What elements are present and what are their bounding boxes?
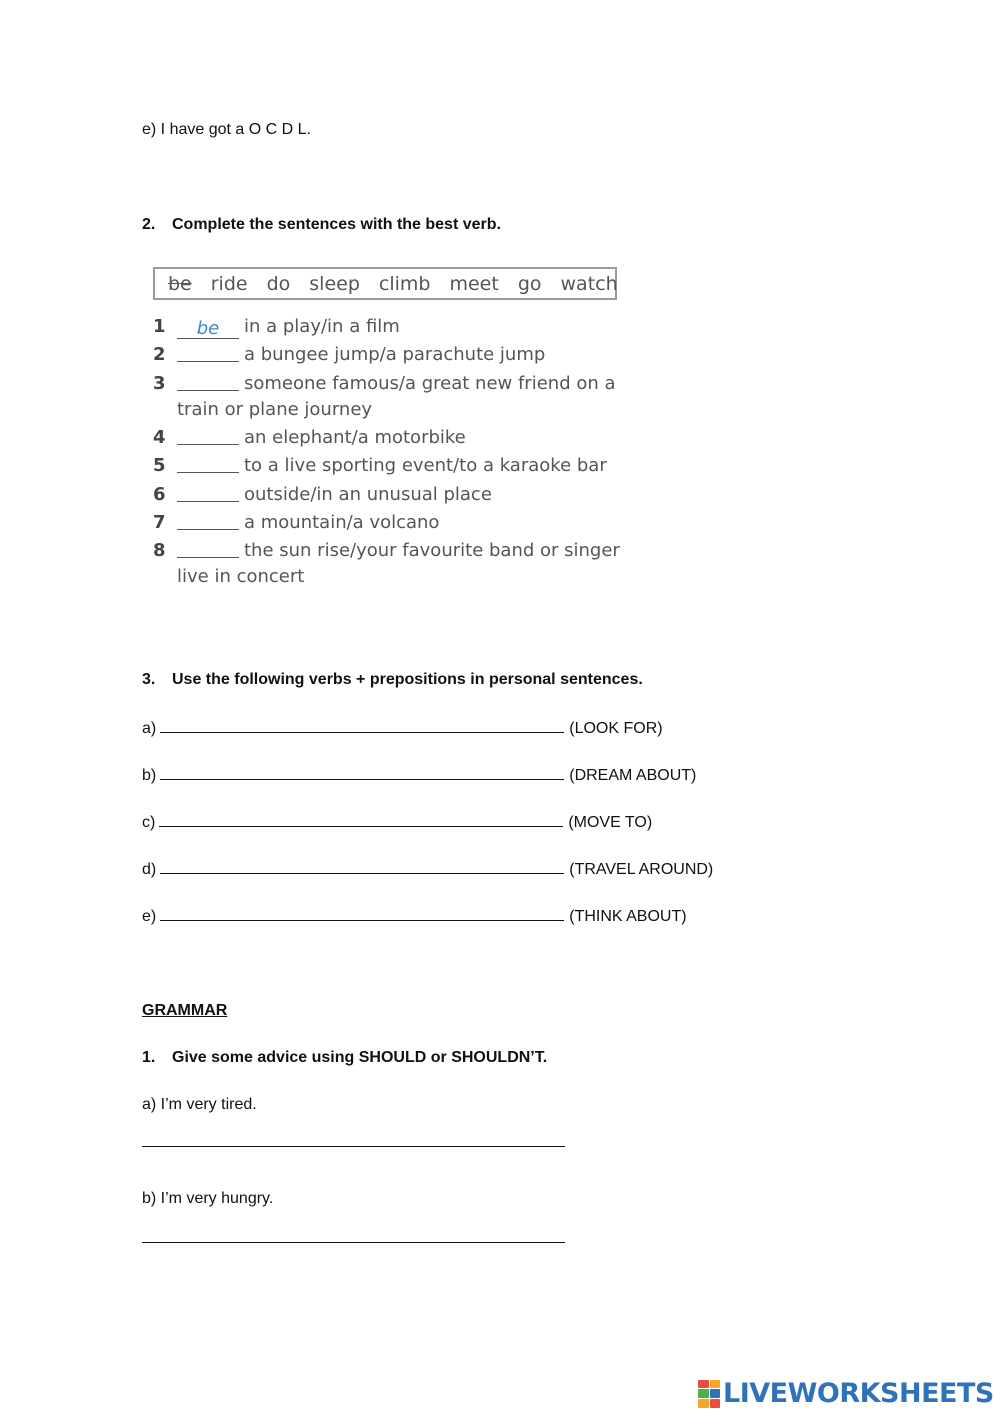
item-text: to a live sporting event/to a karaoke bar (244, 455, 607, 476)
exercise-2-item-8 (153, 538, 623, 590)
item-text: a mountain/a volcano (244, 512, 440, 533)
item-continuation: live in concert (177, 566, 305, 587)
answer-blank[interactable] (177, 454, 239, 473)
row-label: e) (142, 908, 157, 925)
logo-tiles-icon (698, 1380, 720, 1408)
answer-line[interactable] (160, 906, 564, 921)
item-text: in a play/in a film (244, 316, 400, 337)
grammar-exercise-instruction: Give some advice using SHOULD or SHOULDN’T. (172, 1049, 548, 1066)
item-text: the sun rise/your favourite band or singer (244, 540, 620, 561)
liveworksheets-logo (698, 1378, 994, 1409)
exercise-2-item-3 (153, 371, 623, 423)
word-be: be (168, 272, 192, 295)
answer-line[interactable] (142, 1242, 565, 1243)
answer-line[interactable] (160, 859, 564, 874)
word-do: do (266, 272, 291, 295)
vocab-item-e: e) I have got a O C D L. (142, 121, 311, 138)
answer-blank[interactable] (177, 539, 239, 558)
word-sleep: sleep (309, 272, 360, 295)
exercise-3-row-b (142, 765, 696, 785)
example-answer: be (177, 320, 239, 339)
exercise-2-item-1 (153, 314, 623, 340)
exercise-2-heading (142, 216, 501, 234)
row-label: d) (142, 861, 157, 878)
exercise-2-item-4 (153, 425, 623, 451)
row-hint: (MOVE TO) (568, 814, 653, 831)
grammar-heading: GRAMMAR (142, 1002, 228, 1019)
item-text: a bungee jump/a parachute jump (244, 344, 546, 365)
item-number: 7 (153, 512, 166, 533)
row-label: b) (142, 767, 157, 784)
answer-line[interactable] (160, 718, 564, 733)
answer-line[interactable] (159, 812, 563, 827)
row-hint: (LOOK FOR) (569, 720, 663, 737)
exercise-2-instruction: Complete the sentences with the best verb. (172, 216, 501, 233)
item-number: 5 (153, 455, 166, 476)
exercise-2-item-7 (153, 510, 623, 536)
answer-blank[interactable] (177, 372, 239, 391)
exercise-2-number: 2. (142, 216, 156, 233)
item-number: 2 (153, 344, 166, 365)
item-number: 8 (153, 540, 166, 561)
answer-blank[interactable] (177, 343, 239, 362)
item-number: 4 (153, 427, 166, 448)
exercise-3-row-e (142, 906, 687, 926)
exercise-3-row-d (142, 859, 713, 879)
exercise-3-heading (142, 671, 643, 689)
grammar-exercise-1-heading (142, 1049, 547, 1067)
exercise-3-row-a (142, 718, 663, 738)
exercise-2-item-6 (153, 482, 623, 508)
grammar-prompt-a: a) I’m very tired. (142, 1096, 257, 1113)
item-continuation: train or plane journey (177, 399, 373, 420)
grammar-exercise-number: 1. (142, 1049, 156, 1066)
word-go: go (517, 272, 542, 295)
answer-blank[interactable] (177, 483, 239, 502)
word-climb: climb (378, 272, 431, 295)
answer-line[interactable] (160, 765, 564, 780)
row-hint: (THINK ABOUT) (569, 908, 687, 925)
answer-line[interactable] (142, 1146, 565, 1147)
row-label: a) (142, 720, 157, 737)
word-meet: meet (449, 272, 499, 295)
grammar-prompt-b: b) I’m very hungry. (142, 1190, 274, 1207)
item-number: 3 (153, 373, 166, 394)
exercise-3-row-c (142, 812, 652, 832)
row-hint: (DREAM ABOUT) (569, 767, 697, 784)
exercise-3-instruction: Use the following verbs + prepositions in personal sentences. (172, 671, 643, 688)
word-watch: watch (560, 272, 618, 295)
exercise-2-item-2 (153, 342, 623, 368)
row-hint: (TRAVEL AROUND) (569, 861, 714, 878)
exercise-3-number: 3. (142, 671, 156, 688)
item-number: 6 (153, 484, 166, 505)
answer-blank[interactable] (177, 511, 239, 530)
logo-text: LIVEWORKSHEETS (723, 1378, 994, 1409)
item-text: someone famous/a great new friend on a (244, 373, 616, 394)
item-text: outside/in an unusual place (244, 484, 492, 505)
exercise-2-item-5 (153, 453, 623, 479)
word-box (153, 267, 617, 300)
item-text: an elephant/a motorbike (244, 427, 466, 448)
answer-blank[interactable] (177, 426, 239, 445)
word-ride: ride (210, 272, 248, 295)
row-label: c) (142, 814, 156, 831)
item-number: 1 (153, 316, 166, 337)
